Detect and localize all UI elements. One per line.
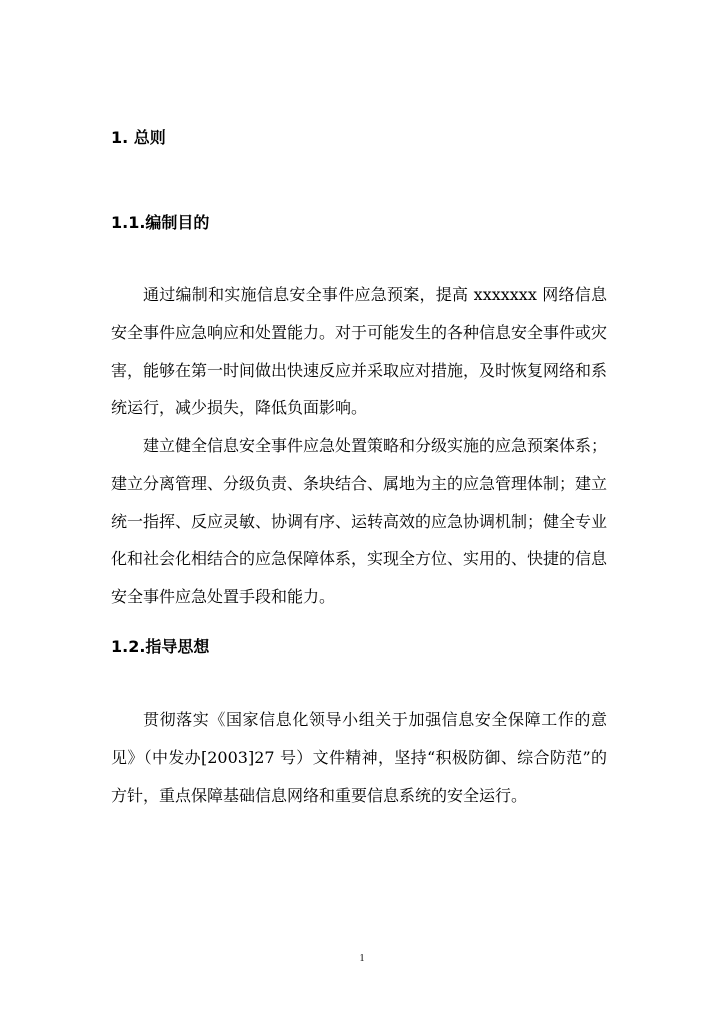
- paragraph-purpose-1: 通过编制和实施信息安全事件应急预案，提高 xxxxxxx 网络信息安全事件应急响应和处置能力。对于可能发生的各种信息安全事件或灾害，能够在第一时间做出快速反应并采取应对措施，及时恢复网络和系统运行，减少损失，降低负面影响。: [111, 285, 608, 418]
- chapter-heading: 1. 总则: [111, 128, 166, 147]
- paragraph-purpose-2: 建立健全信息安全事件应急处置策略和分级实施的应急预案体系；建立分离管理、分级负责、条块结合、属地为主的应急管理体制；建立统一指挥、反应灵敏、协调有序、运转高效的应急协调机制；健全专业化和社会化相结合的应急保障体系，实现全方位、实用的、快捷的信息安全事件应急处置手段和能力。: [111, 436, 608, 607]
- section-heading-purpose: 1.1.编制目的: [111, 213, 210, 232]
- section-heading-guiding-thought: 1.2.指导思想: [111, 637, 210, 656]
- paragraph-guiding-thought: 贯彻落实《国家信息化领导小组关于加强信息安全保障工作的意见》（中发办[2003]27 号）文件精神，坚持“积极防御、综合防范”的方针，重点保障基础信息网络和重要信息系统的安全运行。: [111, 710, 607, 805]
- page-number: 1: [359, 953, 365, 964]
